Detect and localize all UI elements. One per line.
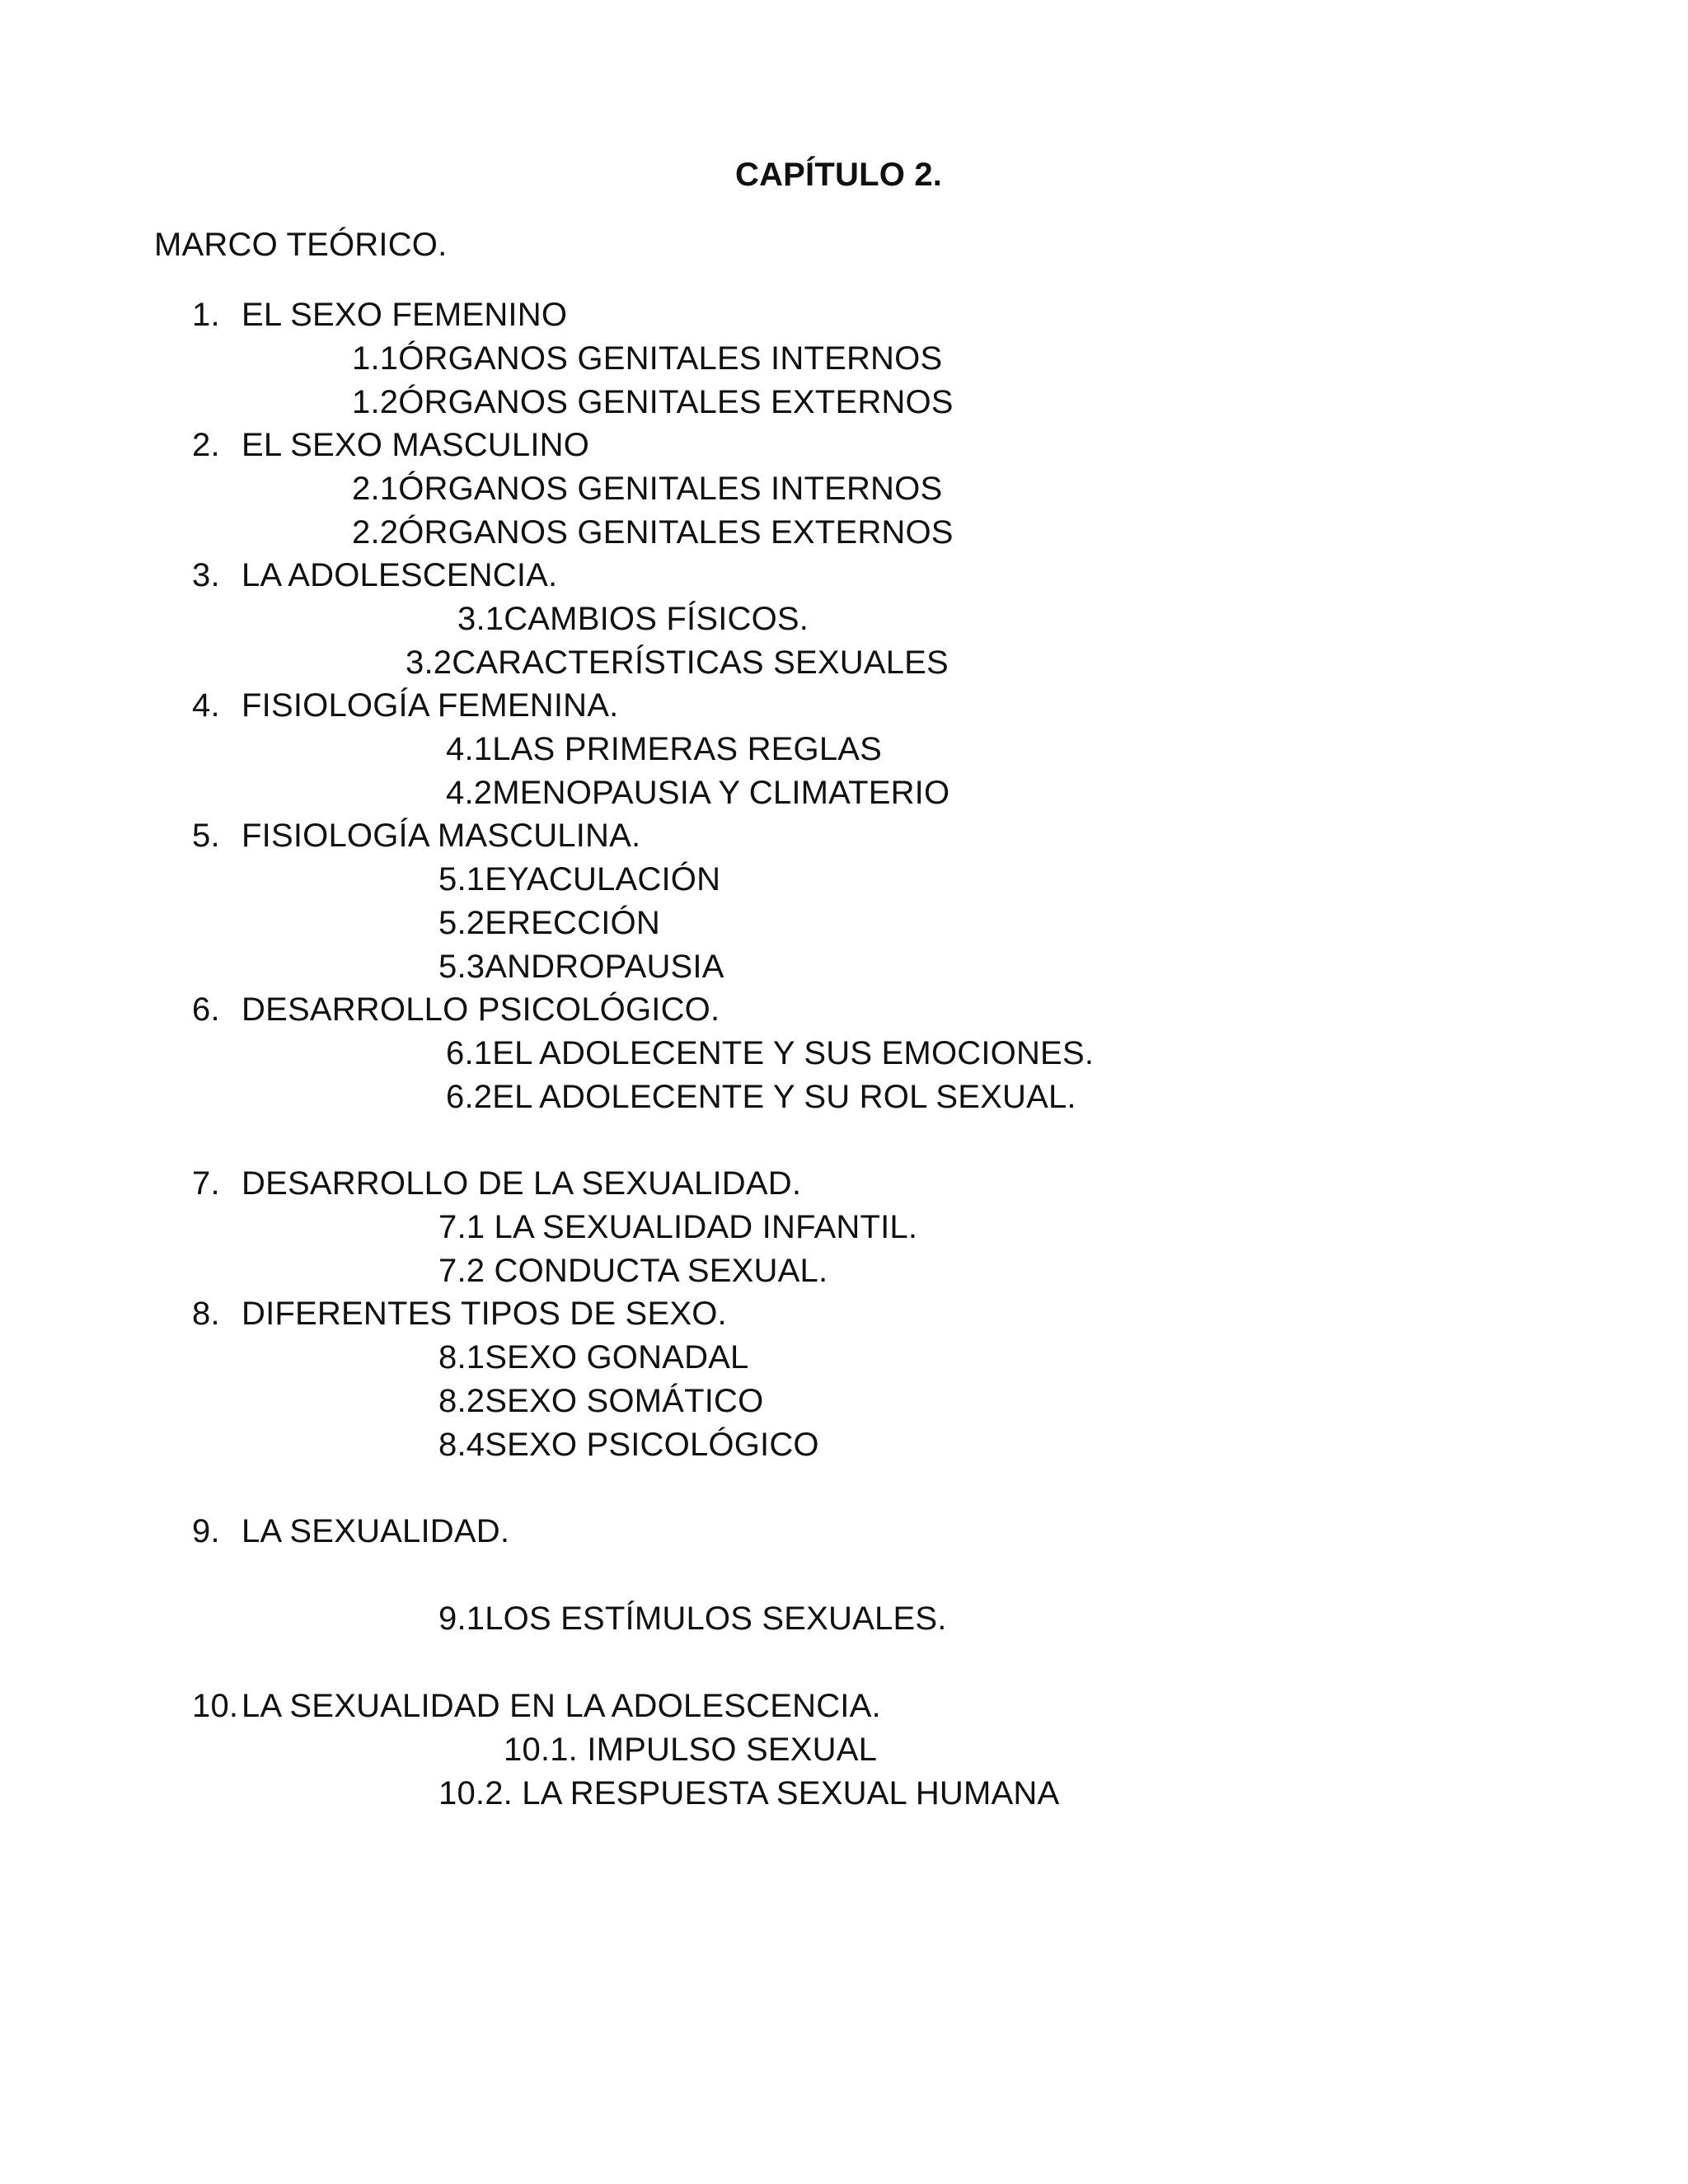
toc-subitem: 10.2. LA RESPUESTA SEXUAL HUMANA	[438, 1775, 1060, 1811]
toc-subitem: 7.2 CONDUCTA SEXUAL.	[438, 1253, 828, 1289]
toc-item-label: DIFERENTES TIPOS DE SEXO.	[241, 1296, 727, 1332]
toc-item-label: EL SEXO FEMENINO	[241, 297, 568, 333]
toc-item-number: 7.	[192, 1165, 220, 1202]
toc-item-label: LA ADOLESCENCIA.	[241, 557, 558, 593]
toc-item-number: 4.	[192, 687, 220, 724]
toc-subitem: 8.2SEXO SOMÁTICO	[438, 1383, 764, 1419]
toc-item-10	[192, 1686, 881, 1726]
toc-item-5	[192, 816, 640, 855]
toc-subitem: 8.4SEXO PSICOLÓGICO	[438, 1427, 819, 1463]
toc-subitem: 10.1. IMPULSO SEXUAL	[504, 1732, 878, 1768]
toc-subitem: 4.1LAS PRIMERAS REGLAS	[446, 731, 883, 767]
toc-subitem: 5.1EYACULACIÓN	[438, 861, 721, 898]
toc-item-8	[192, 1294, 727, 1333]
toc-item-label: FISIOLOGÍA FEMENINA.	[241, 687, 619, 724]
toc-item-number: 9.	[192, 1513, 220, 1549]
toc-item-number: 6.	[192, 991, 220, 1028]
toc-subitem: 6.2EL ADOLECENTE Y SU ROL SEXUAL.	[446, 1079, 1076, 1115]
toc-subitem: 9.1LOS ESTÍMULOS SEXUALES.	[438, 1601, 947, 1637]
toc-item-number: 2.	[192, 427, 220, 463]
toc-item-number: 8.	[192, 1296, 220, 1332]
toc-item-label: FISIOLOGÍA MASCULINA.	[241, 818, 641, 854]
toc-item-label: LA SEXUALIDAD EN LA ADOLESCENCIA.	[241, 1688, 881, 1724]
toc-item-number: 1.	[192, 297, 220, 333]
toc-subitem: 2.1ÓRGANOS GENITALES INTERNOS	[352, 471, 943, 507]
toc-item-label: DESARROLLO PSICOLÓGICO.	[241, 991, 720, 1028]
toc-item-label: EL SEXO MASCULINO	[241, 427, 590, 463]
chapter-title: CAPÍTULO 2.	[735, 157, 943, 193]
toc-subitem: 8.1SEXO GONADAL	[438, 1339, 749, 1376]
toc-item-7	[192, 1164, 801, 1203]
toc-item-number: 10.	[192, 1688, 239, 1724]
toc-subitem: 5.2ERECCIÓN	[438, 905, 660, 941]
toc-item-label: DESARROLLO DE LA SEXUALIDAD.	[241, 1165, 802, 1202]
toc-item-label: LA SEXUALIDAD.	[241, 1513, 510, 1549]
toc-item-number: 5.	[192, 818, 220, 854]
toc-item-number: 3.	[192, 557, 220, 593]
toc-item-9	[192, 1511, 509, 1551]
toc-subitem: 7.1 LA SEXUALIDAD INFANTIL.	[438, 1209, 918, 1245]
toc-subitem: 1.2ÓRGANOS GENITALES EXTERNOS	[352, 384, 954, 420]
toc-subitem: 2.2ÓRGANOS GENITALES EXTERNOS	[352, 514, 954, 551]
toc-item-3	[192, 555, 557, 595]
toc-item-1	[192, 295, 567, 335]
toc-subitem: 3.2CARACTERÍSTICAS SEXUALES	[406, 644, 949, 681]
toc-item-4	[192, 686, 618, 725]
toc-subitem: 5.3ANDROPAUSIA	[438, 949, 724, 985]
toc-subitem: 3.1CAMBIOS FÍSICOS.	[457, 601, 809, 637]
toc-subitem: 4.2MENOPAUSIA Y CLIMATERIO	[446, 775, 950, 811]
toc-subitem: 1.1ÓRGANOS GENITALES INTERNOS	[352, 340, 943, 377]
section-title: MARCO TEÓRICO.	[154, 227, 448, 263]
toc-item-2	[192, 425, 589, 465]
toc-item-6	[192, 990, 720, 1029]
toc-subitem: 6.1EL ADOLECENTE Y SUS EMOCIONES.	[446, 1035, 1095, 1071]
